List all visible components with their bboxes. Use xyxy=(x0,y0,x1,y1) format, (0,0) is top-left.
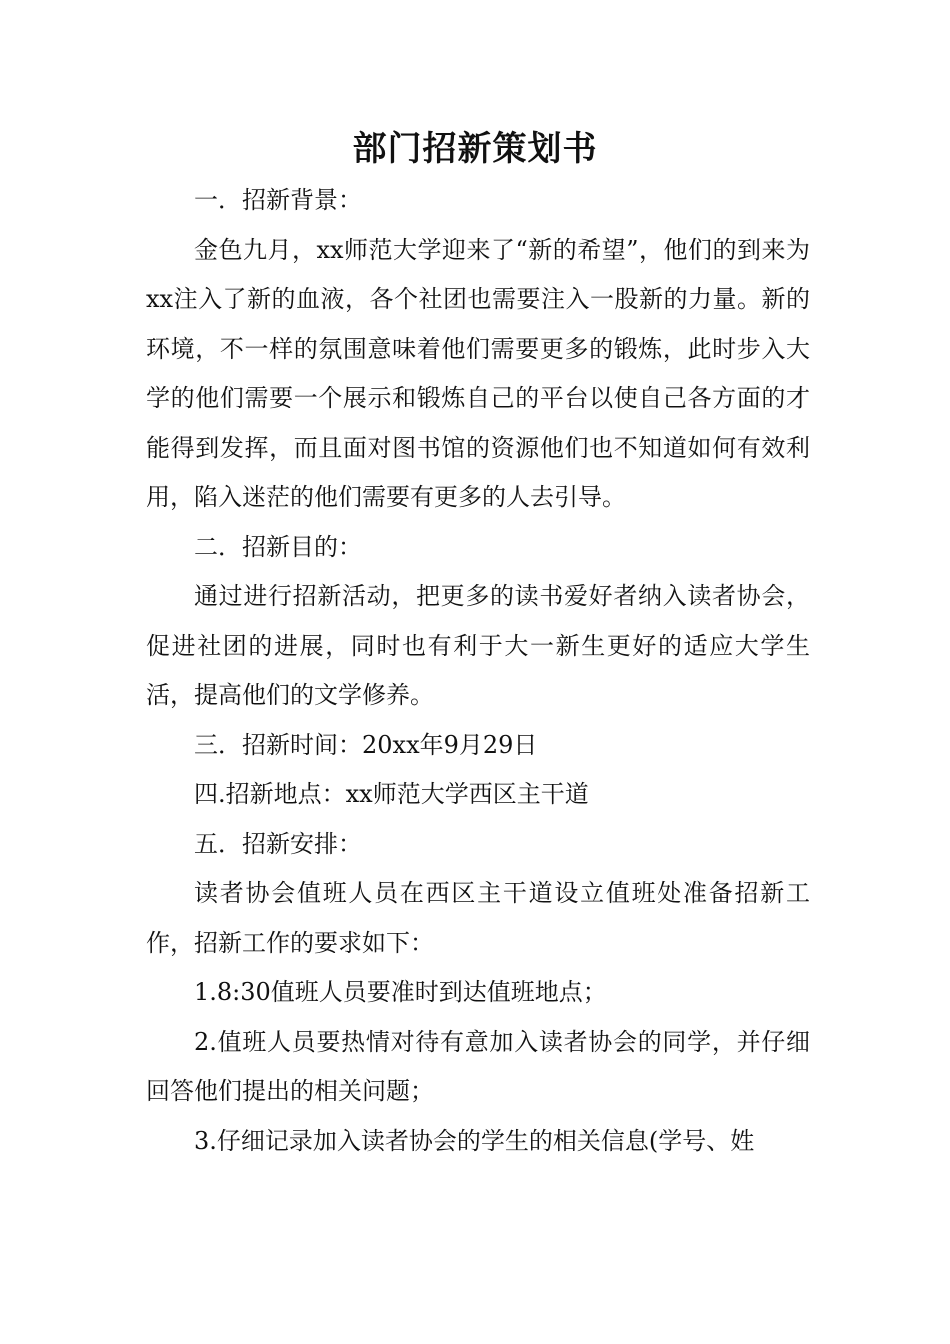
section-heading-arrangement: 五．招新安排： xyxy=(194,829,362,858)
section-heading-location: 四.招新地点：xx师范大学西区主干道 xyxy=(194,780,589,808)
paragraph-purpose: 通过进行招新活动，把更多的读书爱好者纳入读者协会，促进社团的进展，同时也有利于大一新生更好的适应大学生活，提高他们的文学修养。 xyxy=(146,582,810,709)
section-heading-purpose: 二．招新目的： xyxy=(194,532,362,561)
section-heading-time: 三．招新时间：20xx年9月29日 xyxy=(194,730,538,759)
document-body xyxy=(146,176,810,1166)
list-item-3: 3.仔细记录加入读者协会的学生的相关信息(学号、姓 xyxy=(194,1126,755,1155)
list-item-2: 2.值班人员要热情对待有意加入读者协会的同学，并仔细回答他们提出的相关问题； xyxy=(146,1027,810,1105)
list-item-1: 1.8:30值班人员要准时到达值班地点； xyxy=(194,978,607,1006)
section-heading-background: 一．招新背景： xyxy=(194,186,362,214)
document-title: 部门招新策划书 xyxy=(352,129,598,169)
paragraph-background: 金色九月，xx师范大学迎来了“新的希望”，他们的到来为xx注入了新的血液，各个社团也需要注入一股新的力量。新的环境，不一样的氛围意味着他们需要更多的锻炼，此时步入大学的他们需要一个展示和锻炼自己的平台以使自己各方面的才能得到发挥，而且面对图书馆的资源他们也不知道如何有效利用，陷入迷茫的他们需要有更多的人去引导。 xyxy=(146,235,810,511)
paragraph-arrangement: 读者协会值班人员在西区主干道设立值班处准备招新工作，招新工作的要求如下： xyxy=(146,879,810,957)
